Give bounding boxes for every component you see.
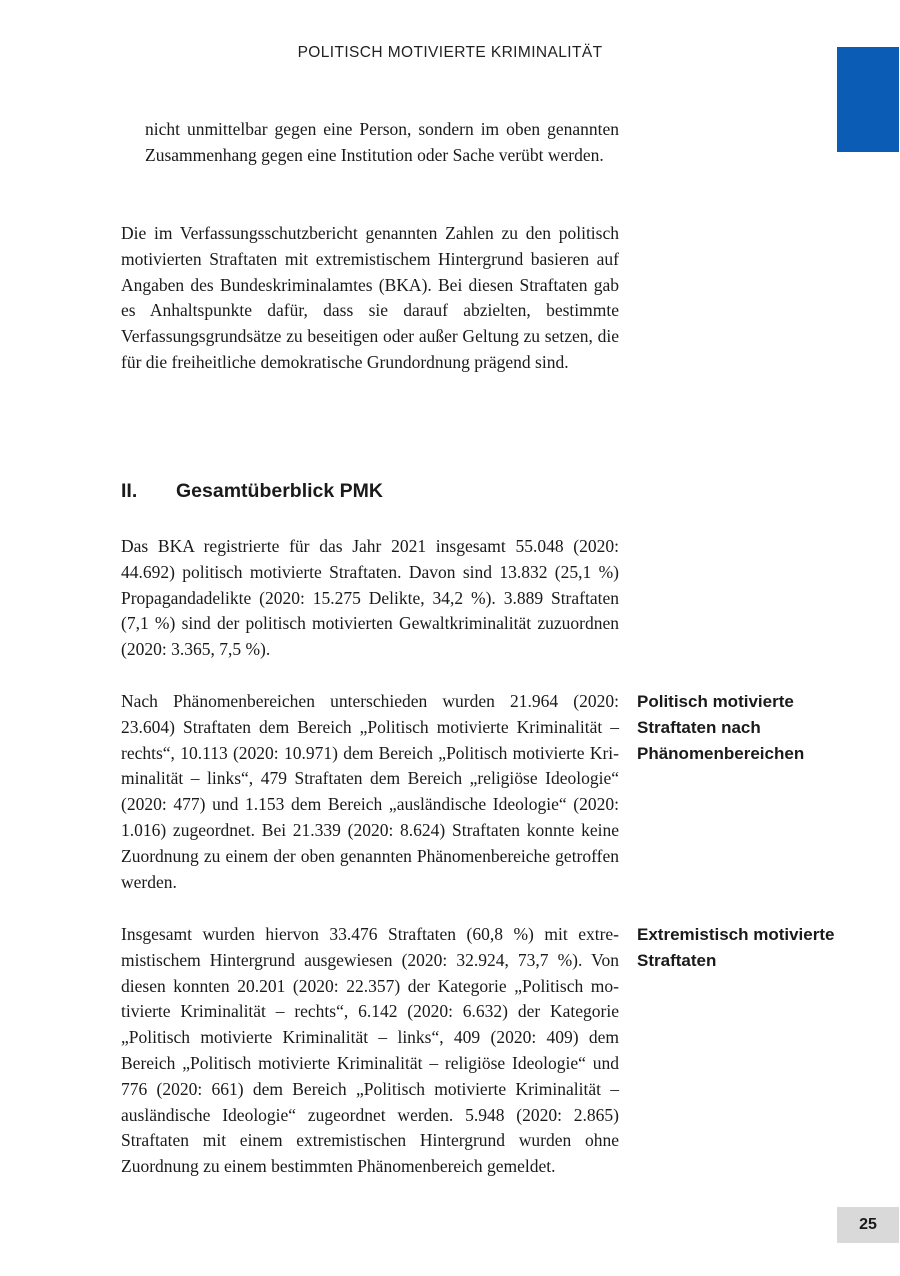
paragraph-bka-basis: Die im Verfassungsschutzbericht genannten Zahlen zu den politisch motivierten Straftaten mit extremistischem Hintergrund basieren auf Angaben des Bundeskriminalamtes (BKA). Bei diesen Straftaten gab es Anhaltspunkte dafür, dass sie darauf abzielten, bestimmte Verfassungsgrundsätze zu beseitigen oder außer Geltung zu setzen, die für die freiheitliche demokratische Grundordnung prägend sind. <box>121 223 619 372</box>
margin-note-phenomena: Politisch motivierte Straftaten nach Phänomenbereichen <box>637 692 805 763</box>
section-title: Gesamtüberblick PMK <box>176 480 383 502</box>
section-heading <box>121 480 383 503</box>
paragraph-indented: nicht unmittelbar gegen eine Person, sondern im oben genannten Zusammenhang gegen eine Institution oder Sache verübt werden. <box>145 119 619 165</box>
paragraph-overview: Das BKA registrierte für das Jahr 2021 insgesamt 55.048 (2020: 44.692) politisch motivierte Straftaten. Davon sind 13.832 (25,1 %) Propagandadelikte (2020: 15.275 Delikte, 34,2 %). 3.889 Straftaten (7,1 %) sind der politisch motivierten Gewaltkriminalität zuzuordnen (2020: 3.365, 7,5 %). <box>121 536 619 660</box>
section-number: II. <box>121 480 138 502</box>
running-title: POLITISCH MOTIVIERTE KRIMINALITÄT <box>297 44 603 61</box>
page-number: 25 <box>837 1207 899 1243</box>
paragraph-phenomena: Nach Phänomenbereichen unterschieden wurden 21.964 (2020: 23.604) Straftaten dem Bereich „Politisch motivierte Kriminalität – rechts“, 10.113 (2020: 10.971) dem Bereich „Politisch motivierte Kriminalität – links“, 479 Straftaten dem Bereich „religiöse Ideologie“ (2020: 477) und 1.153 dem Bereich „ausländische Ideologie“ (2020: 1.016) zugeordnet. Bei 21.339 (2020: 8.624) Straftaten konnte keine Zuordnung zu einem der oben genannten Phänomenbereiche getroffen werden. <box>121 691 619 892</box>
margin-note-extremist: Extremistisch motivierte Straftaten <box>637 925 835 970</box>
paragraph-extremist: Insgesamt wurden hiervon 33.476 Straftaten (60,8 %) mit extremistischem Hintergrund ausgewiesen (2020: 32.924, 73,7 %). Von diesen konnten 20.201 (2020: 22.357) der Kategorie „Politisch motivierte Kriminalität – rechts“, 6.142 (2020: 6.632) der Kategorie „Politisch motivierte Kriminalität – links“, 409 (2020: 409) dem Bereich „Politisch motivierte Kriminalität – religiöse Ideologie“ und 776 (2020: 661) dem Bereich „Politisch motivierte Kriminalität – ausländische Ideologie“ zugeordnet werden. 5.948 (2020: 2.865) Straftaten mit einem extremistischen Hintergrund wurden ohne Zuordnung zu einem bestimmten Phänomenbereich gemeldet. <box>121 924 619 1177</box>
chapter-tab-marker <box>837 47 899 152</box>
